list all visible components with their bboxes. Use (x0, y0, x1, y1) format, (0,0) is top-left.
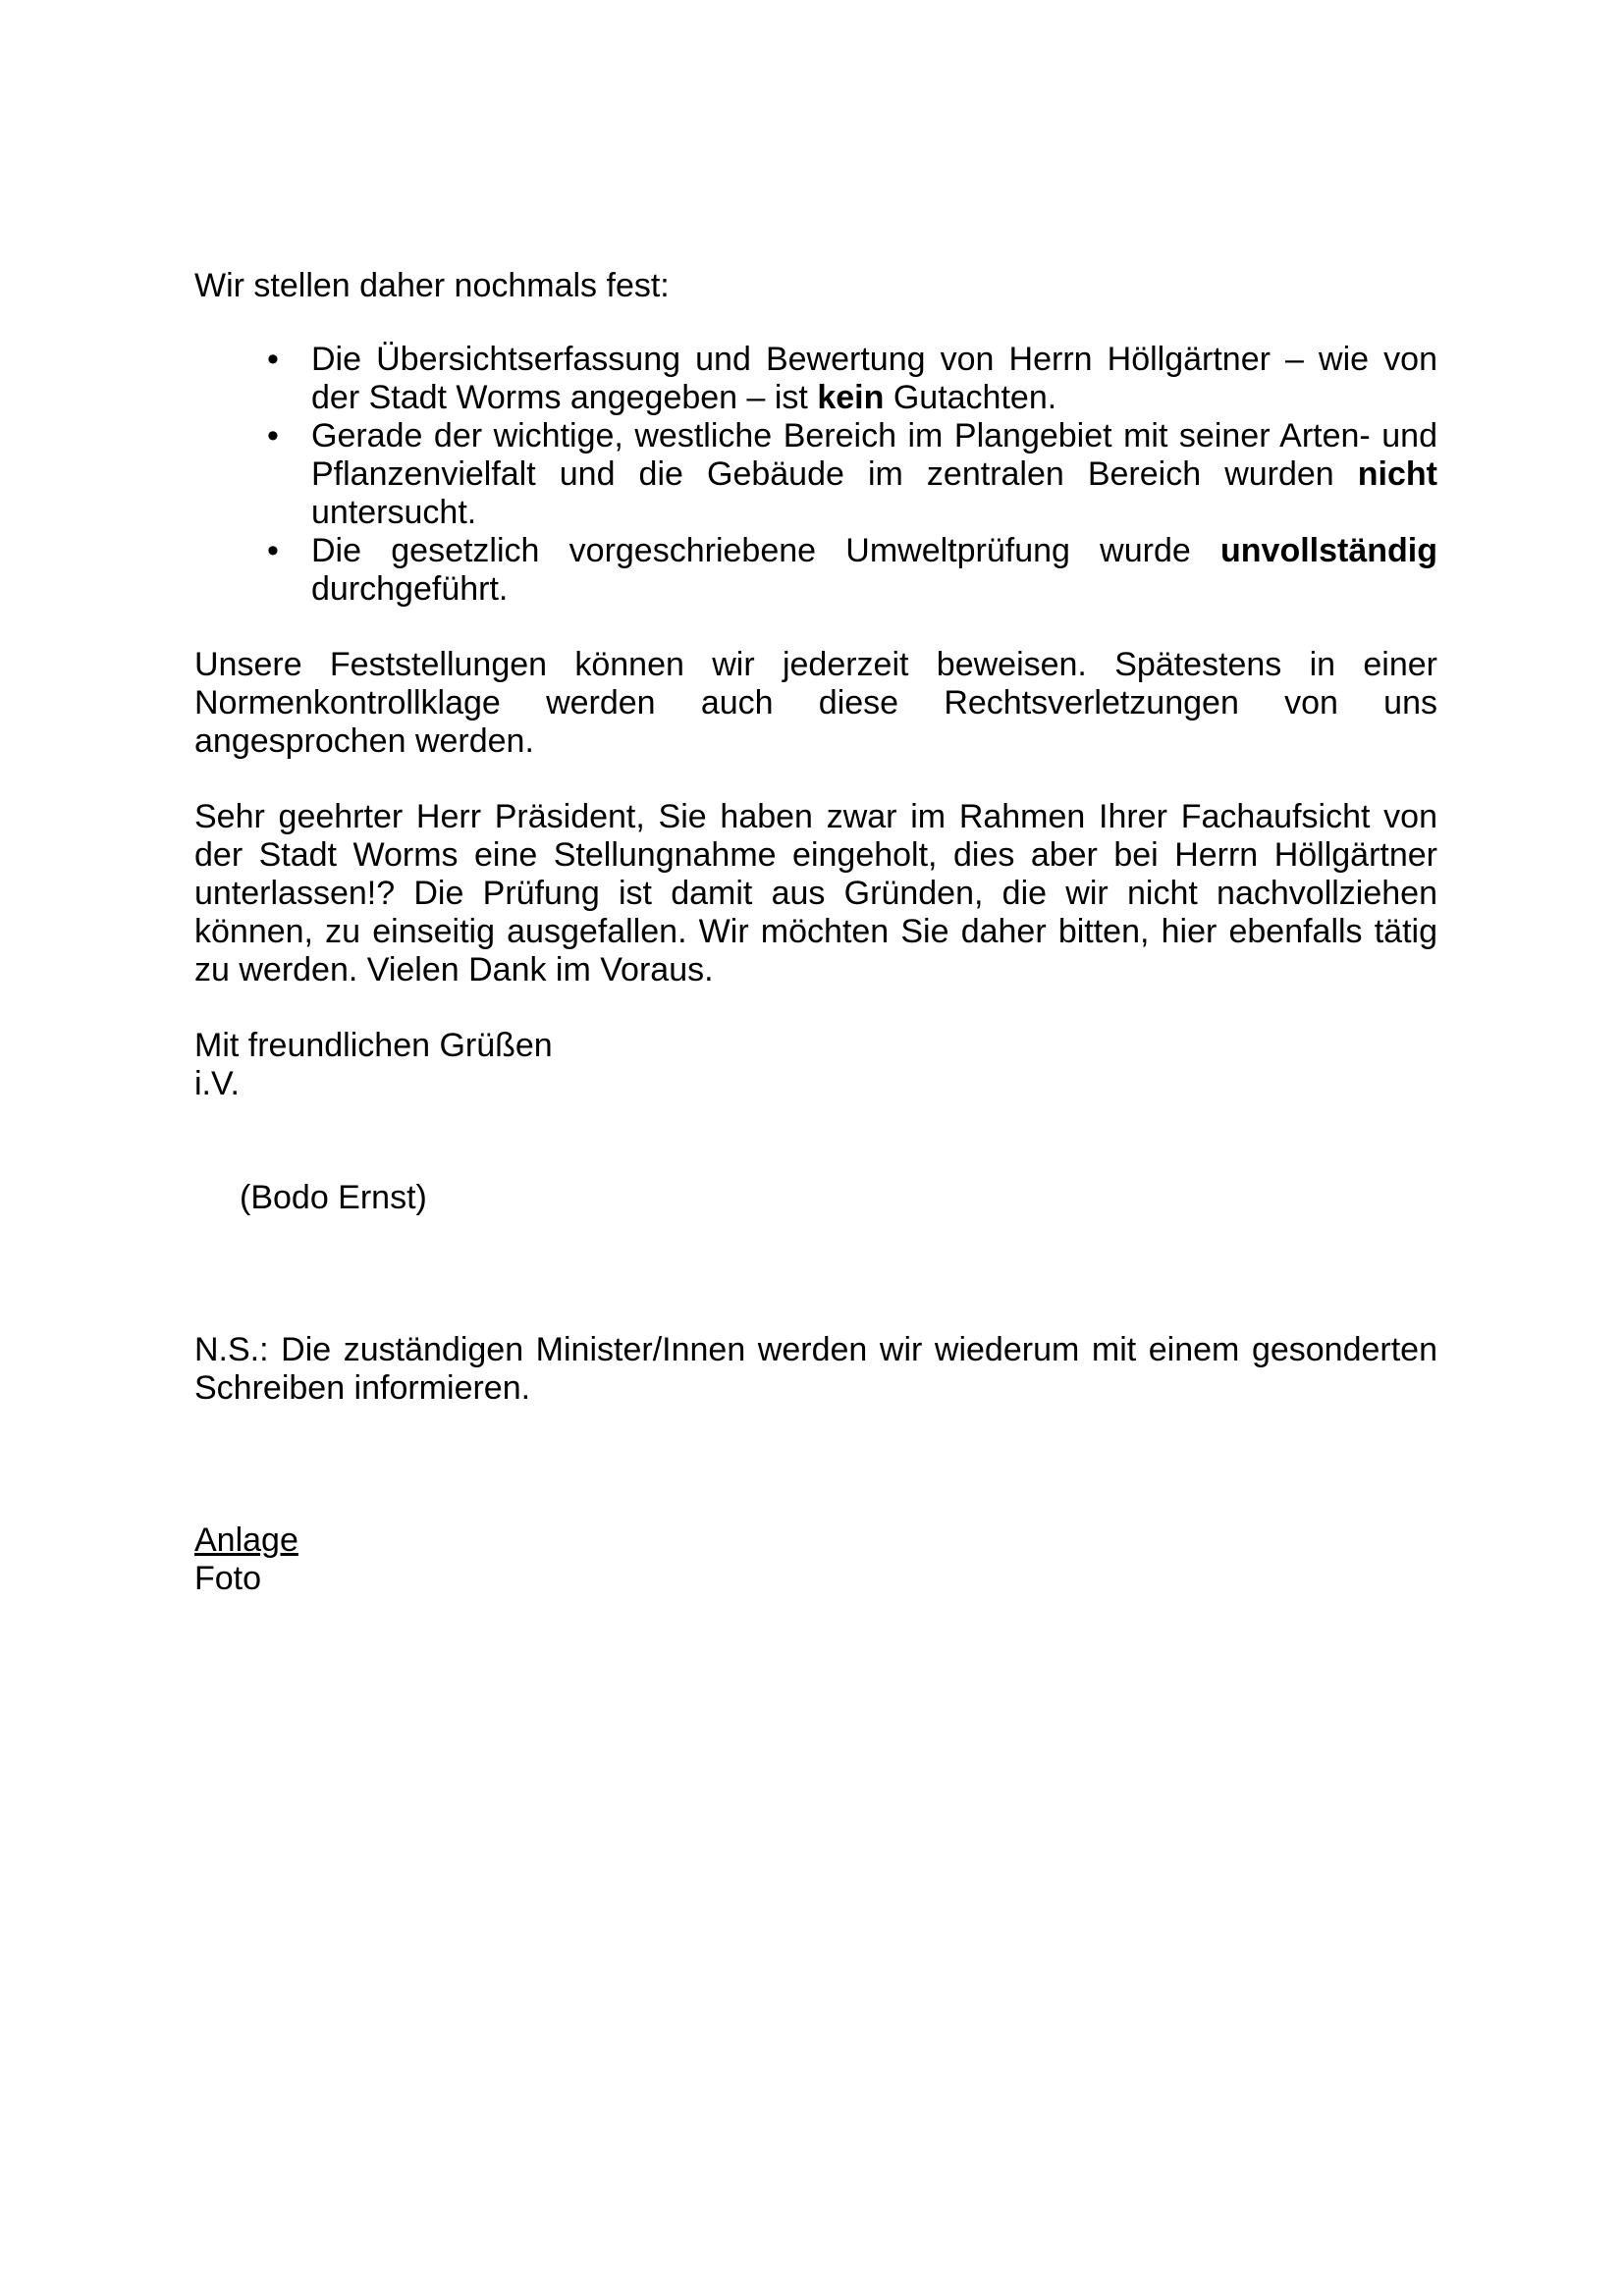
intro-line: Wir stellen daher nochmals fest: (194, 267, 670, 304)
proxy-note: i.V. (194, 1065, 241, 1102)
finding-1-text: Die Übersichtserfassung und Bewertung von Herrn Höllgärtner – wie von der Stadt Worms angegeben – ist (311, 341, 1437, 416)
finding-2-text: Gerade der wichtige, westliche Bereich im Plangebiet mit seiner Arten- und Pflanzenvielfalt und die Gebäude im zentralen Bereich wurden (311, 417, 1437, 493)
finding-3-text-end: durchgeführt. (311, 570, 509, 608)
finding-item-2 (194, 417, 1437, 532)
postscript: N.S.: Die zuständigen Minister/Innen werden wir wiederum mit einem gesonderten Schreiben informieren. (194, 1331, 1437, 1407)
bullet-icon: • (267, 341, 279, 378)
finding-item-3 (194, 532, 1437, 609)
finding-item-1 (194, 341, 1437, 417)
finding-3-emphasis: unvollständig (1220, 532, 1437, 569)
finding-1-text-end: Gutachten. (884, 379, 1057, 416)
paragraph-evidence: Unsere Feststellungen können wir jederzeit beweisen. Spätestens in einer Normenkontrollklage werden auch diese Rechtsverletzungen von uns angesprochen werden. (194, 646, 1437, 760)
findings-list (194, 341, 1437, 609)
finding-2-emphasis: nicht (1357, 455, 1437, 493)
enclosure-item: Foto (194, 1560, 262, 1597)
finding-2-text-end: untersucht. (311, 494, 477, 531)
bullet-icon: • (267, 532, 279, 569)
signatory-name: (Bodo Ernst) (240, 1179, 427, 1216)
enclosure-label: Anlage (194, 1522, 298, 1559)
finding-1-emphasis: kein (817, 379, 885, 416)
finding-3-text: Die gesetzlich vorgeschriebene Umweltprüfung wurde (311, 532, 1220, 569)
paragraph-request: Sehr geehrter Herr Präsident, Sie haben zwar im Rahmen Ihrer Fachaufsicht von der Stadt Worms eine Stellungnahme eingeholt, dies aber bei Herrn Höllgärtner unterlassen!? Die Prüfung ist damit aus Gründen, die wir nicht nachvollziehen können, zu einseitig ausgefallen. Wir möchten Sie daher bitten, hier ebenfalls tätig zu werden. Vielen Dank im Voraus. (194, 798, 1437, 988)
closing-salutation: Mit freundlichen Grüßen (194, 1027, 553, 1064)
letter-body (194, 267, 1437, 1598)
bullet-icon: • (267, 417, 279, 454)
